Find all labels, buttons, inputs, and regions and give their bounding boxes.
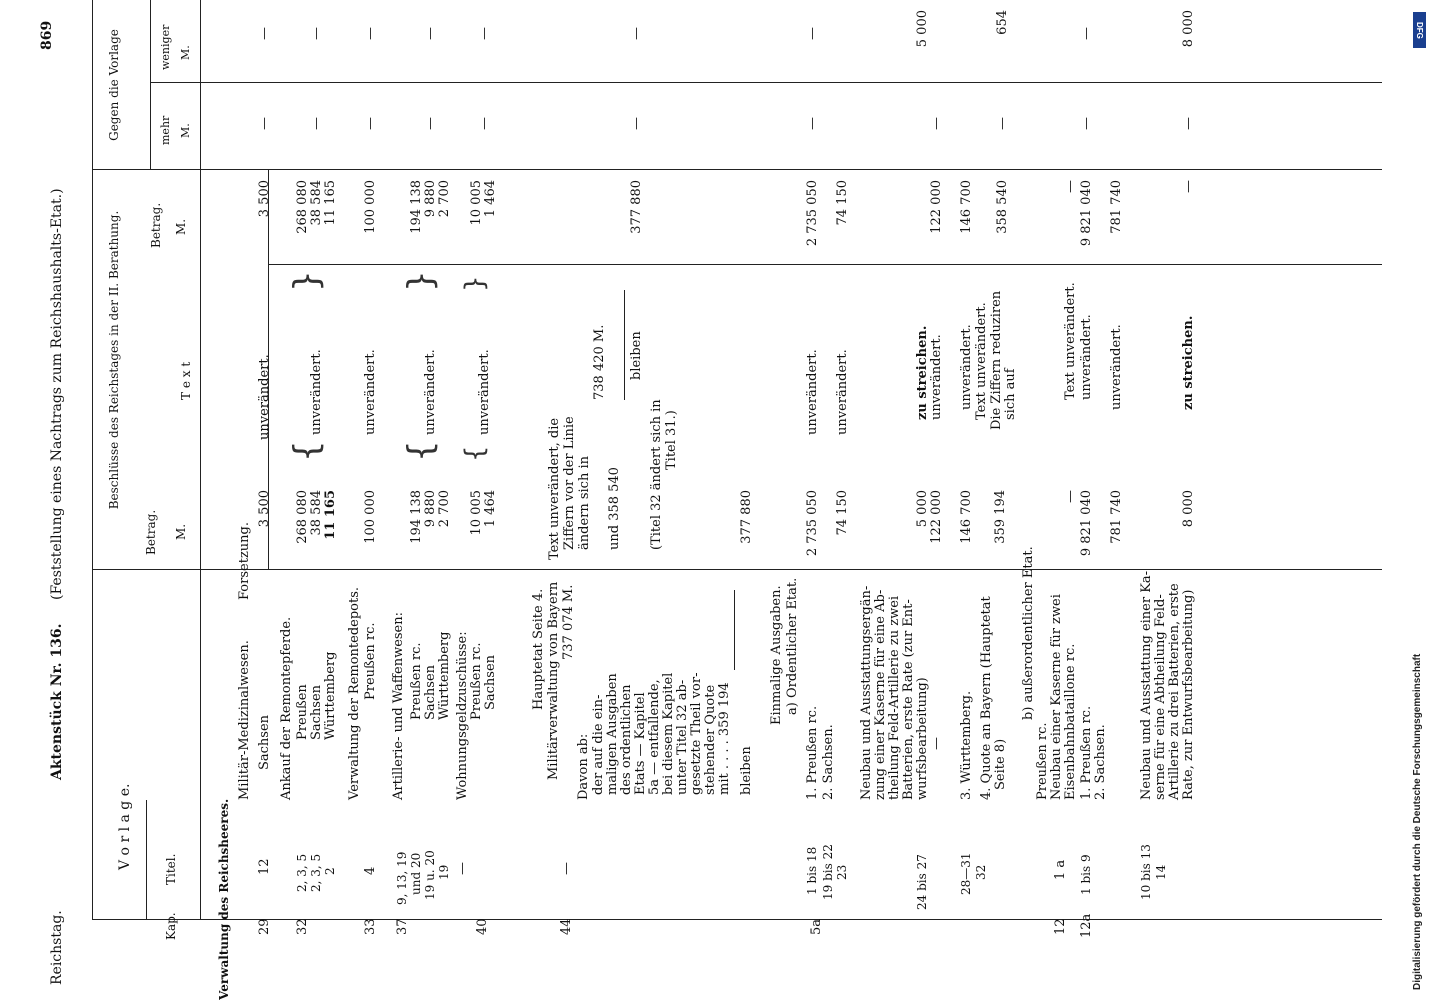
r2-b2: 38 584 bbox=[309, 180, 324, 226]
kap-titel-sep bbox=[146, 800, 147, 920]
col-weniger: weniger bbox=[159, 24, 172, 70]
r3-p: Preußen rc. bbox=[363, 622, 378, 700]
r6-l5: Etats — Kapitel bbox=[633, 692, 648, 795]
dfg-logo: DFG bbox=[1413, 12, 1426, 48]
col-titel: Titel. bbox=[164, 853, 178, 885]
r6-titel: — bbox=[559, 862, 574, 875]
r7-v2: 74 150 bbox=[835, 490, 850, 536]
r3-val: 100 000 bbox=[363, 490, 378, 544]
r5-p1: Preußen rc. bbox=[469, 642, 484, 720]
r6-t7: (Titel 32 ändert sich in bbox=[649, 399, 664, 550]
r11-titel: 10 bis 13 bbox=[1139, 844, 1153, 900]
r9-t1: unverändert. bbox=[959, 324, 974, 410]
r6-t5: und 358 540 bbox=[607, 467, 622, 550]
r2-titel1: 2, 3, 5 bbox=[295, 853, 309, 892]
col-betrag-unit: M. bbox=[174, 218, 188, 235]
r10-b2: 9 821 040 bbox=[1079, 180, 1094, 247]
header-right: (Feststellung eines Nachtrags zum Reichshaushalts-Etat.) bbox=[49, 188, 65, 600]
r2-b3: 11 165 bbox=[323, 180, 338, 226]
r6-l12: bleiben bbox=[739, 746, 754, 795]
kap-32: 32 bbox=[295, 918, 310, 935]
r1-text: unverändert. bbox=[257, 354, 272, 440]
r6-t6: bleiben bbox=[629, 331, 644, 380]
r9-t3: Die Ziffern reduziren bbox=[989, 290, 1004, 430]
r2-label: Ankauf der Remontepferde. bbox=[279, 616, 294, 800]
r7-t2: unverändert. bbox=[835, 349, 850, 435]
r10-titel: 1 a bbox=[1053, 859, 1068, 880]
col-mehr-unit: M. bbox=[179, 123, 192, 138]
col-betrag: Betrag. bbox=[149, 202, 163, 248]
r6-l6: 5a — entfallende, bbox=[647, 679, 662, 795]
r5-v2: 1 464 bbox=[483, 490, 498, 528]
brace-icon: { bbox=[460, 445, 490, 462]
r9-weniger: 654 bbox=[995, 10, 1010, 35]
r6-h1: Hauptetat Seite 4. bbox=[531, 588, 546, 710]
r1-label: Militär-Medizinalwesen. bbox=[237, 640, 252, 800]
r9-val1: 146 700 bbox=[959, 490, 974, 544]
r6-h3: 737 074 M. bbox=[561, 584, 576, 660]
r7-p2: 2. Sachsen. bbox=[821, 724, 836, 800]
col-beschluesse: Beschlüsse des Reichstages in der II. Berathung. bbox=[107, 210, 121, 510]
col-betrag-vorlage: Betrag. bbox=[144, 509, 158, 555]
r7-h1: Einmalige Ausgaben. bbox=[769, 585, 784, 725]
gegen-sub-rule bbox=[150, 0, 151, 170]
r6-l7: bei diesem Kapitel bbox=[661, 672, 676, 795]
r2-weniger: — bbox=[309, 27, 324, 40]
r5-mehr: — bbox=[477, 117, 492, 130]
r1-val: 3 500 bbox=[257, 490, 272, 528]
r5-weniger: — bbox=[477, 27, 492, 40]
r4-b1: 194 138 bbox=[409, 180, 424, 234]
r8-val1: 5 000 bbox=[915, 490, 930, 528]
r4-weniger: — bbox=[423, 27, 438, 40]
r11-l3: Artillerie zu drei Batterien, erste bbox=[1167, 583, 1182, 800]
r4-titel4: 19 bbox=[437, 864, 451, 880]
r4-mehr: — bbox=[423, 117, 438, 130]
r2-text: unverändert. bbox=[309, 349, 324, 435]
r4-v2: 9 880 bbox=[423, 490, 438, 528]
r8-titel: 24 bis 27 bbox=[915, 854, 929, 910]
r10-v2: 9 821 040 bbox=[1079, 490, 1094, 557]
text-betrag-rule bbox=[268, 264, 1382, 265]
r5-titel: — bbox=[455, 862, 470, 875]
r4-titel3: 19 u. 20 bbox=[423, 850, 437, 900]
r2-p2: Sachsen bbox=[309, 684, 324, 740]
r4-text: unverändert. bbox=[423, 349, 438, 435]
r9-b1: 146 700 bbox=[959, 180, 974, 234]
titel-12: 12 bbox=[257, 858, 272, 875]
kap-40: 40 bbox=[475, 918, 490, 935]
r11-weniger: 8 000 bbox=[1181, 10, 1196, 48]
r7-h2: a) Ordentlicher Etat. bbox=[785, 577, 800, 715]
col-mehr: mehr bbox=[159, 115, 172, 145]
r6-betrag: 377 880 bbox=[629, 180, 644, 234]
r6-t4: 738 420 M. bbox=[592, 324, 607, 400]
gegen-rule bbox=[92, 169, 1382, 170]
r5-label: Wohnungsgeldzuschüsse: bbox=[455, 631, 470, 800]
r7-b2: 74 150 bbox=[835, 180, 850, 226]
kap-12a: 12a bbox=[1079, 913, 1094, 938]
r11-l1: Neubau und Ausstattung einer Ka- bbox=[1139, 570, 1154, 800]
r9-q1: 4. Quote an Bayern (Hauptetat bbox=[979, 596, 994, 800]
r10-b1: — bbox=[1063, 180, 1078, 193]
kap-44: 44 bbox=[559, 918, 574, 935]
r6-t8: Titel 31.) bbox=[664, 410, 679, 470]
kap-5a: 5a bbox=[809, 918, 824, 935]
r11-val: 8 000 bbox=[1181, 490, 1196, 528]
r6-l4: des ordentlichen bbox=[619, 684, 634, 795]
r9-p: 3. Württemberg. bbox=[959, 690, 974, 800]
r1-forts: Forsetzung. bbox=[237, 522, 252, 600]
r9-t2: Text unverändert. bbox=[974, 302, 989, 420]
r3-mehr: — bbox=[363, 117, 378, 130]
r10-p2: 2. Sachsen. bbox=[1093, 724, 1108, 800]
col-betrag-vorlage-unit: M. bbox=[174, 523, 188, 540]
r8-l5: wurfsbearbeitung) bbox=[915, 677, 930, 800]
table-top-rule bbox=[92, 0, 93, 920]
r9-titel2: 32 bbox=[974, 864, 988, 880]
r6-mehr: — bbox=[629, 117, 644, 130]
r11-titel2: 14 bbox=[1154, 864, 1168, 880]
brace-icon: } bbox=[460, 275, 490, 292]
titel-4: 4 bbox=[363, 866, 378, 875]
r10-h: b) außerordentlicher Etat. bbox=[1021, 546, 1036, 720]
r2-titel3: 2 bbox=[323, 867, 337, 875]
col-kap: Kap. bbox=[164, 912, 178, 940]
r5-p2: Sachsen bbox=[483, 654, 498, 710]
r2-v1: 268 080 bbox=[295, 490, 310, 544]
header-bottom-rule bbox=[200, 0, 201, 920]
r10-a2: Eisenbahnbataillone rc. bbox=[1063, 643, 1078, 800]
r10-t2: unverändert. bbox=[1079, 314, 1094, 400]
mehr-weniger-rule bbox=[150, 82, 1382, 83]
r7-titel3: 23 bbox=[835, 864, 849, 880]
r10-b3: 781 740 bbox=[1109, 180, 1124, 234]
kap-33: 33 bbox=[363, 918, 378, 935]
r2-b1: 268 080 bbox=[295, 180, 310, 234]
r6-h2: Militärverwaltung von Bayern bbox=[546, 581, 561, 780]
dfg-stamp-text: Digitalisierung gefördert durch die Deutsche Forschungsgemeinschaft bbox=[1412, 653, 1423, 990]
r10-t1: Text unverändert. bbox=[1063, 282, 1078, 400]
r5-b1: 10 005 bbox=[469, 180, 484, 226]
r6-l2: der auf die ein- bbox=[591, 694, 606, 795]
r2-p3: Württemberg bbox=[323, 651, 338, 740]
r8-mehr: — bbox=[929, 117, 944, 130]
r11-mehr: — bbox=[1181, 117, 1196, 130]
r9-val2: 359 194 bbox=[993, 490, 1008, 544]
col-vorlage: V o r l a g e. bbox=[117, 783, 133, 870]
r6-l9: gesetzte Theil vor- bbox=[689, 672, 704, 795]
r10-p: Preußen rc. bbox=[1035, 722, 1050, 800]
r6-weniger: — bbox=[629, 27, 644, 40]
kap-37: 37 bbox=[395, 918, 410, 935]
r6-l11: mit . . . . 359 194 bbox=[717, 682, 732, 795]
r10-weniger: — bbox=[1079, 27, 1094, 40]
r7-p1: 1. Preußen rc. bbox=[805, 705, 820, 800]
r7-titel2: 19 bis 22 bbox=[821, 844, 835, 900]
r4-p1: Preußen rc. bbox=[409, 642, 424, 720]
page-number: 869 bbox=[39, 20, 55, 50]
dfg-stamp bbox=[1412, 10, 1428, 990]
r2-p1: Preußen bbox=[295, 684, 310, 740]
r8-t1: zu streichen. bbox=[915, 325, 930, 420]
r3-text: unverändert. bbox=[363, 349, 378, 435]
brace-icon: { bbox=[287, 440, 327, 462]
section-title: Verwaltung des Reichsheeres. bbox=[217, 798, 231, 1000]
r6-t2: Ziffern vor der Linie bbox=[562, 416, 577, 550]
r7-v1: 2 735 050 bbox=[805, 490, 820, 557]
r6-l10: stehender Quote bbox=[703, 684, 718, 795]
r10-titel2: 1 bis 9 bbox=[1079, 854, 1093, 895]
r3-betrag: 100 000 bbox=[363, 180, 378, 234]
brace-icon: { bbox=[401, 440, 441, 462]
r1-mehr: — bbox=[257, 117, 272, 130]
r4-b3: 2 700 bbox=[437, 180, 452, 218]
r7-t1: unverändert. bbox=[805, 349, 820, 435]
r10-t3: unverändert. bbox=[1109, 324, 1124, 410]
r1-betrag: 3 500 bbox=[257, 180, 272, 218]
r2-v2: 38 584 bbox=[309, 490, 324, 536]
col-text: T e x t bbox=[179, 361, 193, 400]
r5-b2: 1 464 bbox=[483, 180, 498, 218]
r4-label: Artillerie- und Waffenwesen: bbox=[391, 611, 406, 800]
kap-29: 29 bbox=[257, 918, 272, 935]
r4-b2: 9 880 bbox=[423, 180, 438, 218]
col-gegen: Gegen die Vorlage bbox=[107, 29, 121, 141]
r6-l1: Davon ab: bbox=[576, 733, 591, 800]
r4-v1: 194 138 bbox=[409, 490, 424, 544]
r4-titel1: 9, 13, 19 bbox=[395, 851, 409, 905]
r2-v3: 11 165 bbox=[323, 490, 338, 540]
r11-l2: serne für eine Abtheilung Feld- bbox=[1153, 594, 1168, 800]
r8-val2: 122 000 bbox=[929, 490, 944, 544]
header-left: Reichstag. bbox=[49, 910, 65, 985]
r6-l8: unter Titel 32 ab- bbox=[675, 679, 690, 795]
r6-t3: ändern sich in bbox=[577, 455, 592, 550]
r2-titel2: 2, 3, 5 bbox=[309, 853, 323, 892]
r5-text: unverändert. bbox=[477, 349, 492, 435]
r9-b2: 358 540 bbox=[995, 180, 1010, 234]
table-left-rule bbox=[92, 919, 1382, 920]
r8-t2: unverändert. bbox=[929, 334, 944, 420]
r4-p3: Württemberg bbox=[437, 631, 452, 720]
r5-v1: 10 005 bbox=[469, 490, 484, 536]
r8-betrag: 122 000 bbox=[929, 180, 944, 234]
r6-t1: Text unverändert, die bbox=[547, 417, 562, 560]
r10-mehr: — bbox=[1079, 117, 1094, 130]
r8-weniger: 5 000 bbox=[915, 10, 930, 48]
r6-l3: maligen Ausgaben bbox=[605, 673, 620, 795]
r6-val: 377 880 bbox=[739, 490, 754, 544]
r9-mehr: — bbox=[995, 117, 1010, 130]
r1-weniger: — bbox=[257, 27, 272, 40]
r4-p2: Sachsen bbox=[423, 664, 438, 720]
r8-l6: — bbox=[929, 737, 944, 750]
r11-text: zu streichen. bbox=[1181, 315, 1196, 410]
r7-mehr: — bbox=[805, 117, 820, 130]
r11-betrag: — bbox=[1181, 180, 1196, 193]
header-mid: Aktenstück Nr. 136. bbox=[49, 623, 65, 780]
r1-sachsen: Sachsen bbox=[257, 714, 272, 770]
r8-l2: zung einer Kaserne für eine Ab- bbox=[873, 589, 888, 800]
r10-a1: Neubau einer Kaserne für zwei bbox=[1049, 594, 1064, 800]
r7-b1: 2 735 050 bbox=[805, 180, 820, 247]
r9-q2: Seite 8) bbox=[993, 738, 1008, 790]
col-weniger-unit: M. bbox=[179, 45, 192, 60]
brace-icon: } bbox=[401, 270, 441, 292]
r2-mehr: — bbox=[309, 117, 324, 130]
r10-p1: 1. Preußen rc. bbox=[1079, 705, 1094, 800]
r8-l3: theilung Feld-Artillerie zu zwei bbox=[887, 595, 902, 800]
r9-t4: sich auf bbox=[1003, 368, 1018, 420]
r4-titel2: und 20 bbox=[409, 852, 423, 895]
r8-l4: Batterien, erste Rate (zur Ent- bbox=[901, 599, 916, 800]
kap-12: 12 bbox=[1053, 918, 1068, 935]
r10-v3: 781 740 bbox=[1109, 490, 1124, 544]
r11-l4: Rate, zur Entwurfsbearbeitung) bbox=[1181, 589, 1196, 800]
r9-titel: 28—31 bbox=[959, 852, 973, 895]
r10-v1: — bbox=[1063, 490, 1078, 503]
r4-v3: 2 700 bbox=[437, 490, 452, 528]
r3-weniger: — bbox=[363, 27, 378, 40]
r7-weniger: — bbox=[805, 27, 820, 40]
r3-label: Verwaltung der Remontedepots. bbox=[347, 586, 362, 800]
brace-icon: } bbox=[287, 270, 327, 292]
r7-titel: 1 bis 18 bbox=[805, 846, 819, 895]
r8-l1: Neubau und Ausstattungsergän- bbox=[859, 585, 874, 800]
